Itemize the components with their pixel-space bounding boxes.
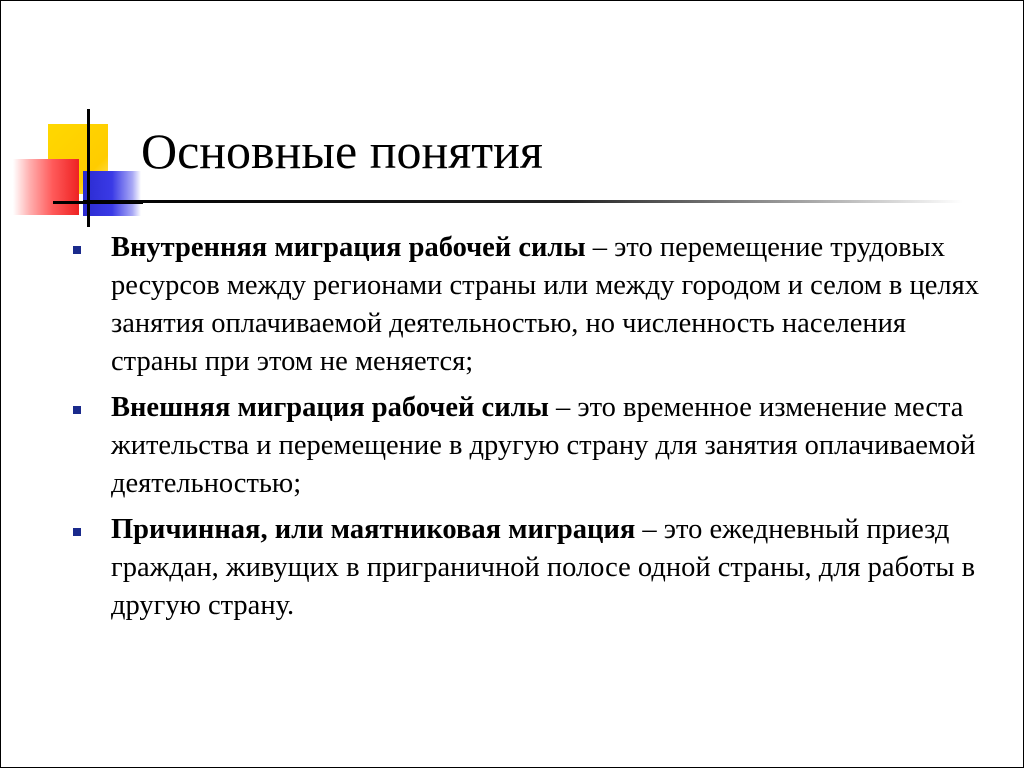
definition-term: Внутренняя миграция рабочей силы [111,232,586,263]
definition-text: – это ежедневный приезд граждан, живущих в приграничной полосе одной страны, для работы в другую страну. [111,514,976,621]
decorative-logo [1,1,151,231]
definition-term: Внешняя миграция рабочей силы [111,392,549,423]
square-bullet-icon [73,528,81,536]
title-underline [83,200,963,203]
blue-square-decoration [83,171,141,216]
list-item [73,511,993,625]
slide-title: Основные понятия [141,123,543,179]
definitions-list [73,229,993,633]
definition-term: Причинная, или маятниковая миграция [111,514,636,545]
list-item [73,389,993,503]
square-bullet-icon [73,406,81,414]
vertical-line-decoration [87,109,90,227]
definition-text: – это перемещение трудовых ресурсов между регионами страны или между городом и селом в целях занятия оплачиваемой деятельностью, но численность населения страны при этом не меняется; [111,232,979,377]
definition-text: – это временное изменение места жительства и перемещение в другую страну для занятия оплачиваемой деятельностью; [111,392,976,499]
square-bullet-icon [73,246,81,254]
list-item [73,229,993,381]
red-square-decoration [13,159,79,215]
